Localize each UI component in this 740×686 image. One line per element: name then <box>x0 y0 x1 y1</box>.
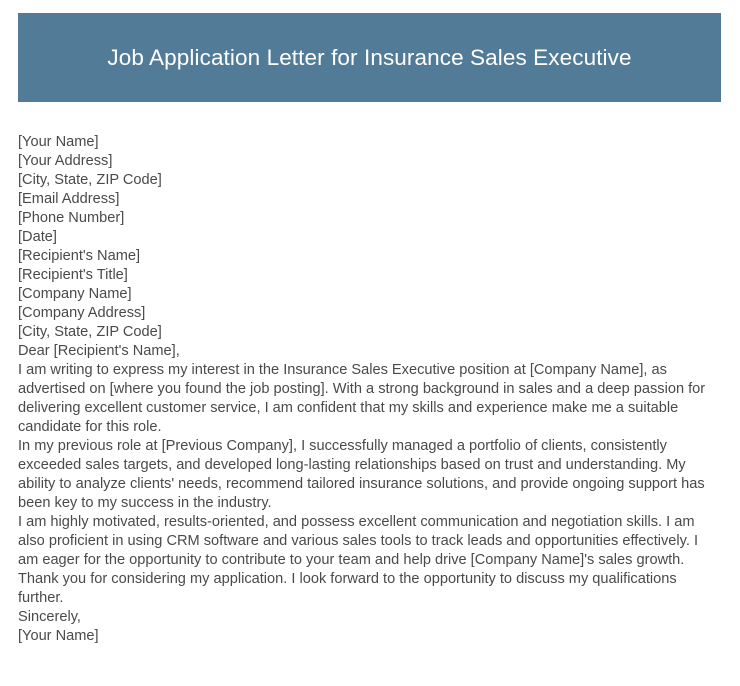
body-paragraph-4: Thank you for considering my application. I look forward to the opportunity to discuss my qualifications further. <box>18 571 677 606</box>
recipient-address-block <box>18 247 720 342</box>
salutation-line: Dear [Recipient's Name], <box>18 343 180 359</box>
recipient-name-line: [Recipient's Name] <box>18 248 141 264</box>
sender-city-state-zip-line: [City, State, ZIP Code] <box>18 172 162 188</box>
sender-phone-line: [Phone Number] <box>18 210 125 226</box>
body-paragraph-2: In my previous role at [Previous Company], I successfully managed a portfolio of clients, consistently exceeded sales targets, and developed long-lasting relationships based on trust and understanding. My ability to analyze clients' needs, recommend tailored insurance solutions, and provide ongoing support has been key to my success in the industry. <box>18 438 705 511</box>
recipient-company-name-line: [Company Name] <box>18 286 132 302</box>
recipient-city-state-zip-line: [City, State, ZIP Code] <box>18 324 162 340</box>
letter-body <box>18 133 720 646</box>
date-line: [Date] <box>18 229 57 245</box>
sender-email-line: [Email Address] <box>18 191 120 207</box>
sender-name-line: [Your Name] <box>18 134 99 150</box>
body-paragraph-1: I am writing to express my interest in the Insurance Sales Executive position at [Company Name], as advertised on [where you found the job posting]. With a strong background in sales and a deep passion for delivering excellent customer service, I am confident that my skills and experience make me a suitable candidate for this role. <box>18 362 706 435</box>
recipient-company-address-line: [Company Address] <box>18 305 146 321</box>
sender-address-line: [Your Address] <box>18 153 113 169</box>
closing-line: Sincerely, <box>18 609 81 625</box>
recipient-title-line: [Recipient's Title] <box>18 267 128 283</box>
page-title: Job Application Letter for Insurance Sales Executive <box>107 45 632 70</box>
sender-address-block <box>18 133 720 228</box>
body-paragraph-3: I am highly motivated, results-oriented, and possess excellent communication and negotiation skills. I am also proficient in using CRM software and various sales tools to track leads and opportunities effectively. I am eager for the opportunity to contribute to your team and help drive [Company Name]'s sales growth. <box>18 514 699 568</box>
letter-header-banner <box>18 13 721 102</box>
signature-name-line: [Your Name] <box>18 628 99 644</box>
